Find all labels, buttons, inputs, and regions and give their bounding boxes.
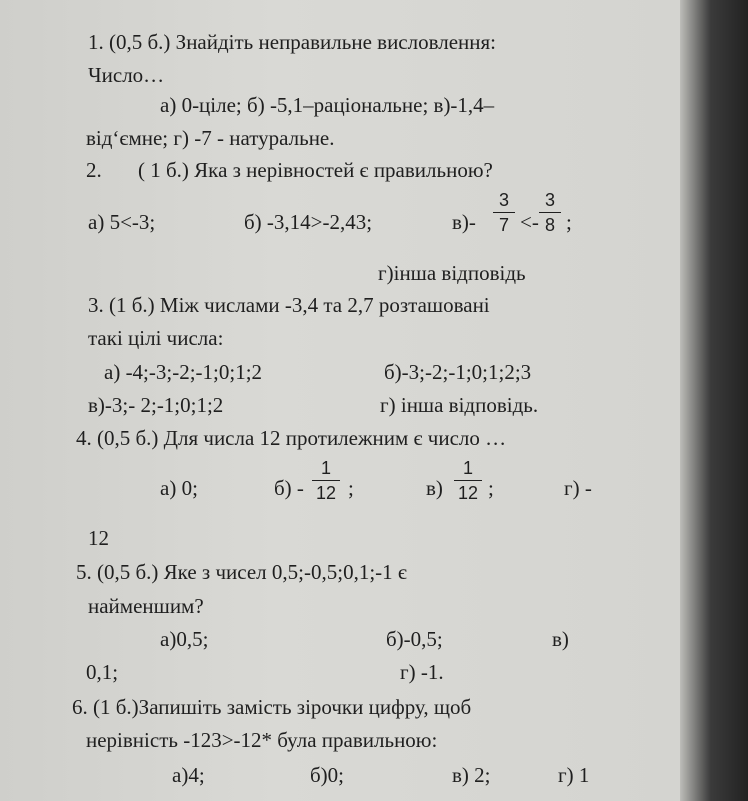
- q6-option-b: б)0;: [310, 763, 345, 787]
- q2-option-v-end: ;: [566, 210, 572, 234]
- q2-option-a: а) 5<-3;: [88, 210, 156, 234]
- q1-line2: Число…: [88, 63, 165, 87]
- q2-text: ( 1 б.) Яка з нерівностей є правильною?: [138, 158, 493, 182]
- q1-line4: від‘ємне; г) -7 - натуральне.: [86, 126, 335, 150]
- fraction-numerator: 1: [462, 458, 473, 478]
- fraction-numerator: 3: [498, 190, 509, 210]
- q5-line1: 5. (0,5 б.) Яке з чисел 0,5;-0,5;0,1;-1 є: [76, 560, 407, 584]
- q3-option-v: в)-3;- 2;-1;0;1;2: [88, 393, 224, 417]
- q6-option-v: в) 2;: [452, 763, 491, 787]
- q5-line2: найменшим?: [88, 594, 204, 618]
- q4-line1: 4. (0,5 б.) Для числа 12 протилежним є число …: [76, 426, 507, 450]
- q3-option-b: б)-3;-2;-1;0;1;2;3: [384, 360, 532, 384]
- fraction-bar: [312, 480, 340, 481]
- fraction-bar: [539, 212, 561, 213]
- q4-fraction-1-12-first: [312, 458, 340, 503]
- q2-option-v-mid: <-: [520, 210, 539, 234]
- q6-line1: 6. (1 б.)Запишіть замість зірочки цифру, щоб: [72, 695, 472, 719]
- fraction-bar: [454, 480, 482, 481]
- q4-option-g-continued: 12: [88, 526, 109, 550]
- q2-number: 2.: [86, 158, 102, 182]
- q4-option-v-prefix: в): [426, 476, 443, 500]
- q4-option-v-end: ;: [488, 476, 494, 500]
- q4-fraction-1-12-second: [454, 458, 482, 503]
- fraction-denominator: 8: [544, 215, 555, 235]
- q2-option-b: б) -3,14>-2,43;: [244, 210, 373, 234]
- q6-option-g: г) 1: [558, 763, 590, 787]
- q3-option-g: г) інша відповідь.: [380, 393, 539, 417]
- q6-option-a: а)4;: [172, 763, 205, 787]
- q4-option-b-end: ;: [348, 476, 354, 500]
- fraction-numerator: 1: [320, 458, 331, 478]
- q4-option-b-prefix: б) -: [274, 476, 304, 500]
- q3-option-a: а) -4;-3;-2;-1;0;1;2: [104, 360, 263, 384]
- q5-option-v-continued: 0,1;: [86, 660, 119, 684]
- q1-line1: 1. (0,5 б.) Знайдіть неправильне висловлення:: [88, 30, 497, 54]
- fraction-denominator: 12: [315, 483, 337, 503]
- fraction-denominator: 7: [498, 215, 509, 235]
- q2-fraction-3-8: [539, 190, 561, 235]
- q3-line1: 3. (1 б.) Між числами -3,4 та 2,7 розташовані: [88, 293, 490, 317]
- q5-option-a: а)0,5;: [160, 627, 209, 651]
- q4-option-a: а) 0;: [160, 476, 198, 500]
- q3-line2: такі цілі числа:: [88, 326, 224, 350]
- q4-option-g: г) -: [564, 476, 592, 500]
- q6-line2: нерівність -123>-12* була правильною:: [86, 728, 438, 752]
- q5-option-b: б)-0,5;: [386, 627, 443, 651]
- fraction-denominator: 12: [457, 483, 479, 503]
- q2-option-v-prefix: в)-: [452, 210, 476, 234]
- q2-option-g: г)інша відповідь: [378, 261, 526, 285]
- q2-fraction-3-7: [493, 190, 515, 235]
- q5-option-v: в): [552, 627, 569, 651]
- fraction-bar: [493, 212, 515, 213]
- page-edge-shadow: [680, 0, 748, 801]
- q5-option-g: г) -1.: [400, 660, 444, 684]
- q1-line3: а) 0-ціле; б) -5,1–раціональне; в)-1,4–: [160, 93, 495, 117]
- fraction-numerator: 3: [544, 190, 555, 210]
